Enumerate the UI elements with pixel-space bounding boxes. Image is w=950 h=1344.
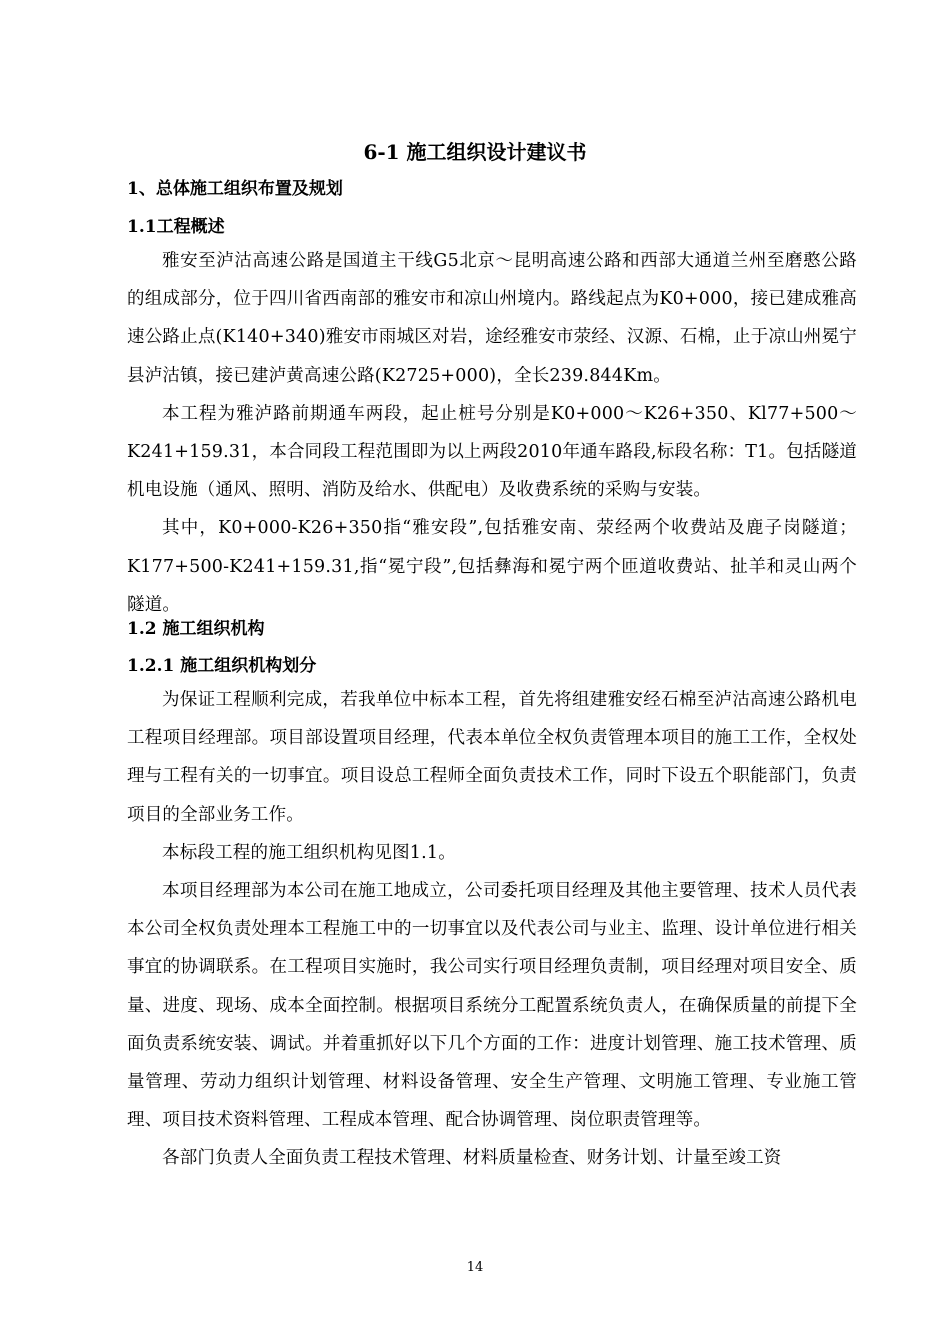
- overview-paragraph-1: 雅安至泸沽高速公路是国道主干线G5北京～昆明高速公路和西部大通道兰州至磨憨公路的组成部分，位于四川省西南部的雅安市和凉山州境内。路线起点为K0+000，接已建成雅高速公路止点(K140+340)雅安市雨城区对岩，途经雅安市荥经、汉源、石棉，止于凉山州冕宁县泸沽镇，接已建泸黄高速公路(K2725+000)，全长239.844Km。: [127, 251, 857, 386]
- page-number: 14: [466, 1260, 484, 1275]
- organization-paragraph-1: 为保证工程顺利完成，若我单位中标本工程，首先将组建雅安经石棉至泸沽高速公路机电工程项目经理部。项目部设置项目经理，代表本单位全权负责管理本项目的施工工作，全权处理与工程有关的一切事宜。项目设总工程师全面负责技术工作，同时下设五个职能部门，负责项目的全部业务工作。: [127, 690, 857, 825]
- overview-section: [127, 242, 857, 624]
- section-heading-1: 1、总体施工组织布置及规划: [127, 179, 343, 199]
- section-heading-1-2-1: 1.2.1 施工组织机构划分: [127, 656, 317, 676]
- overview-paragraph-3: 其中，K0+000-K26+350指“雅安段”,包括雅安南、荥经两个收费站及鹿子岗隧道；K177+500-K241+159.31,指“冕宁段”,包括彝海和冕宁两个匝道收费站、扯羊和灵山两个隧道。: [127, 518, 857, 615]
- organization-paragraph-2: 本标段工程的施工组织机构见图1.1。: [162, 842, 456, 863]
- overview-paragraph-2: 本工程为雅泸路前期通车两段，起止桩号分别是K0+000～K26+350、Kl77+500～K241+159.31，本合同段工程范围即为以上两段2010年通车路段,标段名称：T1。包括隧道机电设施（通风、照明、消防及给水、供配电）及收费系统的采购与安装。: [127, 403, 857, 501]
- organization-paragraph-4: 各部门负责人全面负责工程技术管理、材料质量检查、财务计划、计量至竣工资: [162, 1148, 782, 1169]
- organization-paragraph-3: 本项目经理部为本公司在施工地成立，公司委托项目经理及其他主要管理、技术人员代表本公司全权负责处理本工程施工中的一切事宜以及代表公司与业主、监理、设计单位进行相关事宜的协调联系。在工程项目实施时，我公司实行项目经理负责制，项目经理对项目安全、质量、进度、现场、成本全面控制。根据项目系统分工配置系统负责人，在确保质量的前提下全面负责系统安装、调试。并着重抓好以下几个方面的工作：进度计划管理、施工技术管理、质量管理、劳动力组织计划管理、材料设备管理、安全生产管理、文明施工管理、专业施工管理、项目技术资料管理、工程成本管理、配合协调管理、岗位职责管理等。: [127, 881, 857, 1131]
- section-heading-1-1: 1.1工程概述: [127, 217, 225, 237]
- organization-section: [127, 681, 857, 1178]
- section-heading-1-2: 1.2 施工组织机构: [127, 619, 265, 639]
- document-title: 6-1 施工组织设计建议书: [363, 140, 587, 164]
